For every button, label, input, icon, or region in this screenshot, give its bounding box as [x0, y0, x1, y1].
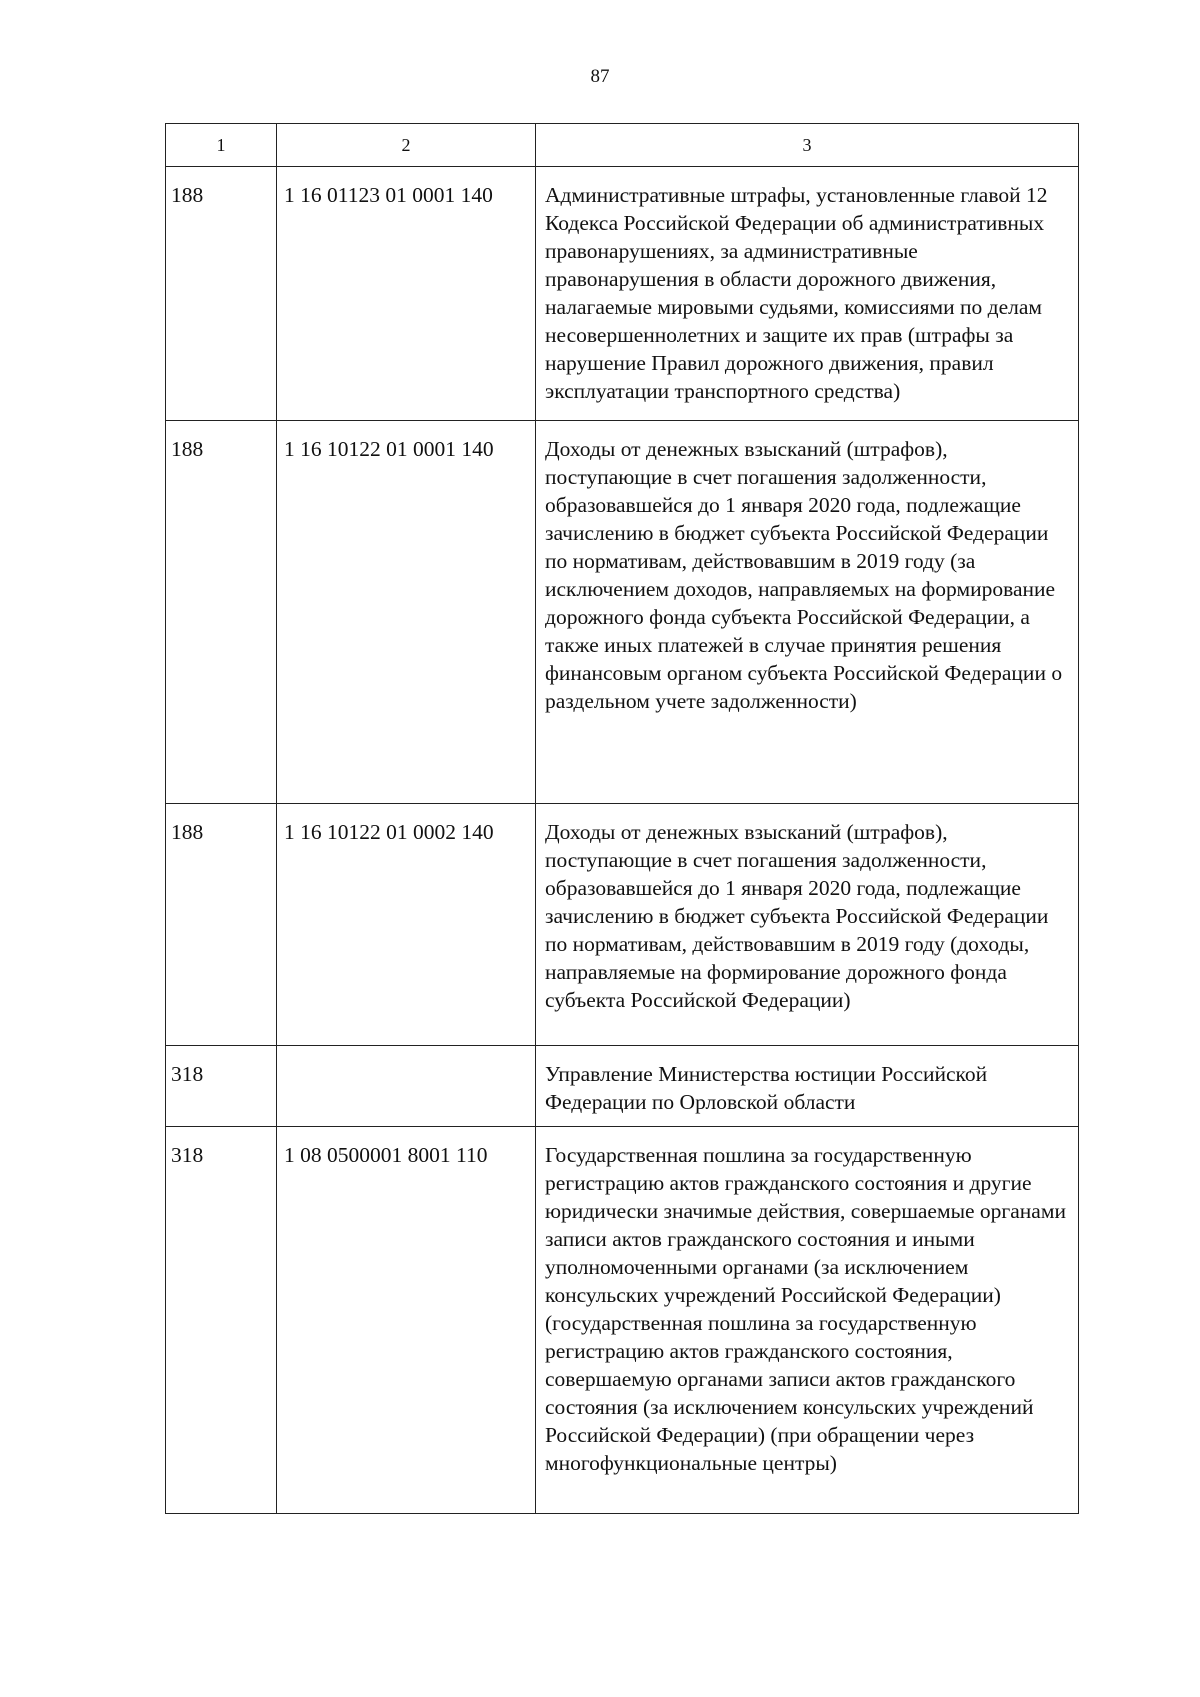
table-row: [166, 167, 1079, 421]
page-number: 87: [590, 66, 610, 87]
column-header: 3: [536, 124, 1079, 167]
revenue-name-cell: Административные штрафы, установленные главой 12 Кодекса Российской Федерации об административных правонарушениях, за административные правонарушения в области дорожного движения, налагаемые мировыми судьями, комиссиями по делам несовершеннолетних и защите их прав (штрафы за нарушение Правил дорожного движения, правил эксплуатации транспортного средства): [536, 167, 1079, 421]
revenue-name-cell: Государственная пошлина за государственную регистрацию актов гражданского состояния и другие юридически значимые действия, совершаемые органами записи актов гражданского состояния и иными уполномоченными органами (за исключением консульских учреждений Российской Федерации) (государственная пошлина за государственную регистрацию актов гражданского состояния, совершаемую органами записи актов гражданского состояния (за исключением консульских учреждений Российской Федерации) (при обращении через многофункциональные центры): [536, 1127, 1079, 1514]
admin-code-cell: 188: [166, 167, 277, 421]
kbk-code-cell: 1 16 10122 01 0002 140: [277, 804, 536, 1046]
table-row: [166, 804, 1079, 1046]
admin-code-cell: 188: [166, 804, 277, 1046]
table-header-row: [166, 124, 1079, 167]
kbk-code-cell: [277, 1046, 536, 1127]
revenue-codes-table: [165, 123, 1079, 1514]
table-row: [166, 1046, 1079, 1127]
admin-code-cell: 318: [166, 1046, 277, 1127]
column-header: 2: [277, 124, 536, 167]
kbk-code-cell: 1 16 10122 01 0001 140: [277, 421, 536, 804]
revenue-name-cell: Доходы от денежных взысканий (штрафов), поступающие в счет погашения задолженности, образовавшейся до 1 января 2020 года, подлежащие зачислению в бюджет субъекта Российской Федерации по нормативам, действовавшим в 2019 году (доходы, направляемые на формирование дорожного фонда субъекта Российской Федерации): [536, 804, 1079, 1046]
revenue-name-cell: Управление Министерства юстиции Российской Федерации по Орловской области: [536, 1046, 1079, 1127]
column-header: 1: [166, 124, 277, 167]
revenue-name-cell: Доходы от денежных взысканий (штрафов), поступающие в счет погашения задолженности, образовавшейся до 1 января 2020 года, подлежащие зачислению в бюджет субъекта Российской Федерации по нормативам, действовавшим в 2019 году (за исключением доходов, направляемых на формирование дорожного фонда субъекта Российской Федерации, а также иных платежей в случае принятия решения финансовым органом субъекта Российской Федерации о раздельном учете задолженности): [536, 421, 1079, 804]
admin-code-cell: 188: [166, 421, 277, 804]
kbk-code-cell: 1 16 01123 01 0001 140: [277, 167, 536, 421]
table-row: [166, 421, 1079, 804]
table-row: [166, 1127, 1079, 1514]
admin-code-cell: 318: [166, 1127, 277, 1514]
kbk-code-cell: 1 08 0500001 8001 110: [277, 1127, 536, 1514]
